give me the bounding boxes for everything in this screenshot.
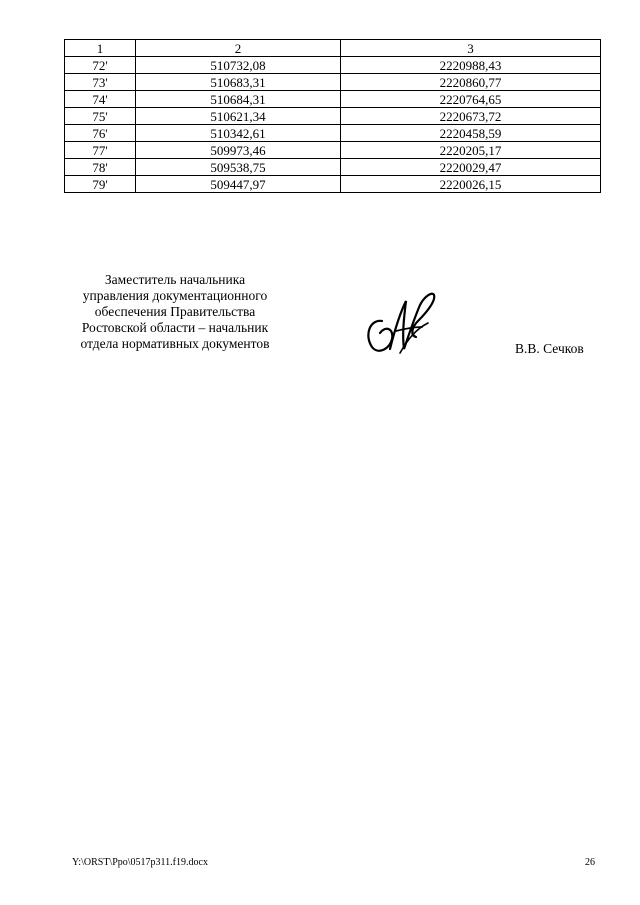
table-header-cell: 3 [341, 40, 601, 57]
point-number-cell: 72' [65, 57, 136, 74]
point-number-cell: 79' [65, 176, 136, 193]
x-coordinate-cell: 509973,46 [136, 142, 341, 159]
position-line: Заместитель начальника [104, 272, 246, 287]
y-coordinate-cell: 2220458,59 [341, 125, 601, 142]
table-row [65, 74, 601, 91]
x-coordinate-cell: 510684,31 [136, 91, 341, 108]
y-coordinate-cell: 2220764,65 [341, 91, 601, 108]
signer-position-title [62, 272, 288, 352]
y-coordinate-cell: 2220860,77 [341, 74, 601, 91]
table-row [65, 108, 601, 125]
table-header-row [65, 40, 601, 57]
y-coordinate-cell: 2220205,17 [341, 142, 601, 159]
position-line: Ростовской области – начальник [81, 320, 269, 335]
x-coordinate-cell: 509538,75 [136, 159, 341, 176]
table-row [65, 159, 601, 176]
table-row [65, 142, 601, 159]
x-coordinate-cell: 510342,61 [136, 125, 341, 142]
table-row [65, 176, 601, 193]
page-number: 26 [585, 857, 595, 868]
position-line: управления документационного [82, 288, 268, 303]
point-number-cell: 78' [65, 159, 136, 176]
point-number-cell: 76' [65, 125, 136, 142]
table-row [65, 91, 601, 108]
point-number-cell: 73' [65, 74, 136, 91]
y-coordinate-cell: 2220026,15 [341, 176, 601, 193]
position-line: обеспечения Правительства [94, 304, 256, 319]
point-number-cell: 74' [65, 91, 136, 108]
table-header-cell: 2 [136, 40, 341, 57]
x-coordinate-cell: 510621,34 [136, 108, 341, 125]
position-line: отдела нормативных документов [80, 336, 270, 351]
table-row [65, 57, 601, 74]
x-coordinate-cell: 510732,08 [136, 57, 341, 74]
x-coordinate-cell: 510683,31 [136, 74, 341, 91]
x-coordinate-cell: 509447,97 [136, 176, 341, 193]
table-row [65, 125, 601, 142]
handwritten-signature [360, 283, 440, 363]
y-coordinate-cell: 2220988,43 [341, 57, 601, 74]
y-coordinate-cell: 2220029,47 [341, 159, 601, 176]
signer-name: В.В. Сечков [515, 341, 584, 356]
table-header-cell: 1 [65, 40, 136, 57]
point-number-cell: 75' [65, 108, 136, 125]
footer-file-path: Y:\ORST\Ppo\0517p311.f19.docx [72, 857, 208, 868]
y-coordinate-cell: 2220673,72 [341, 108, 601, 125]
point-number-cell: 77' [65, 142, 136, 159]
coordinates-table [64, 39, 601, 193]
